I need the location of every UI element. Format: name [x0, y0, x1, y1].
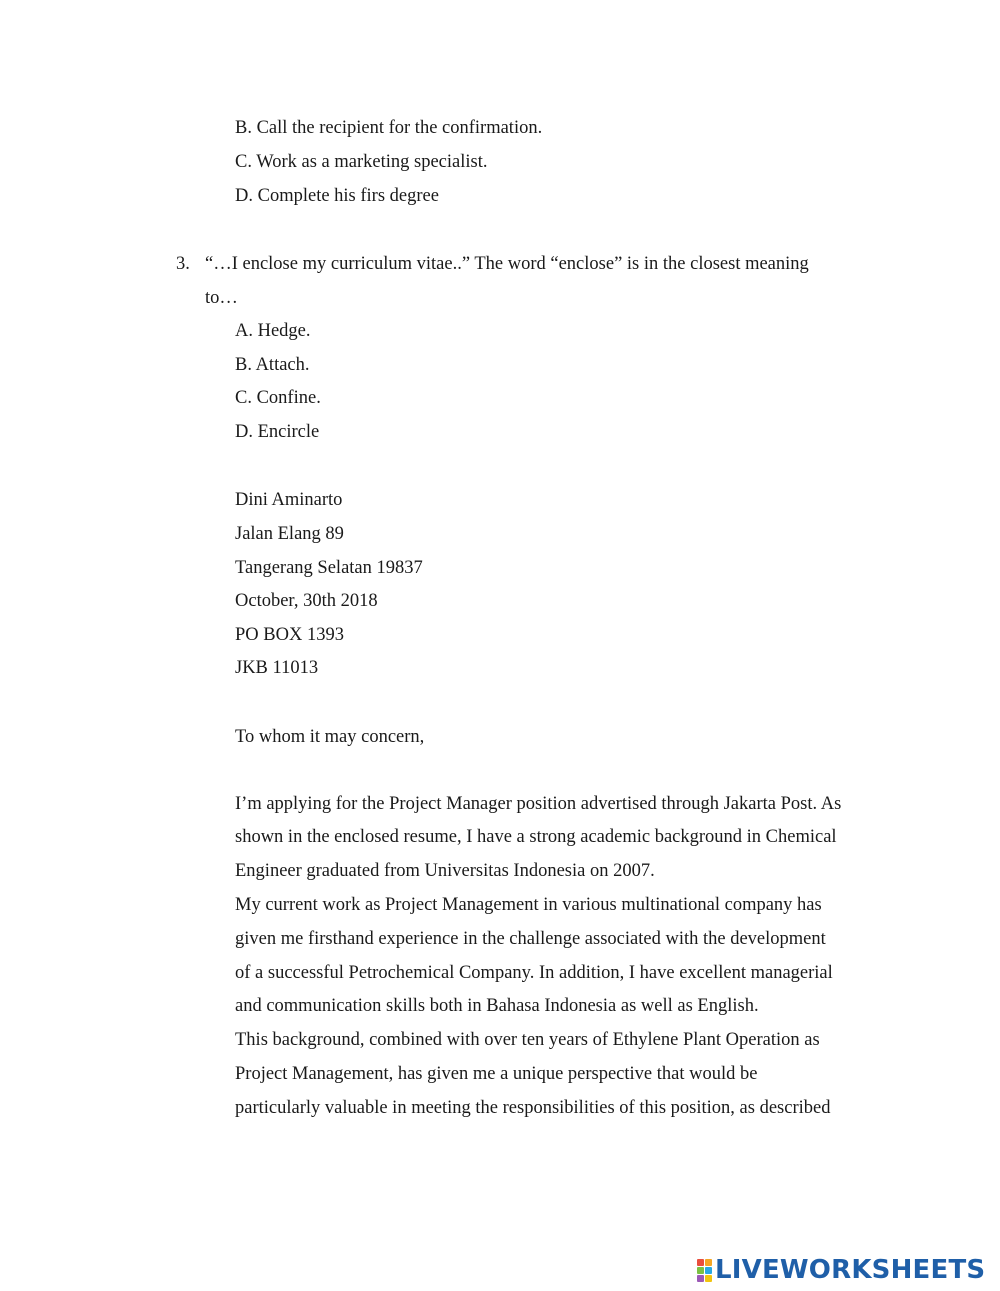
q3-stem-line1: “…I enclose my curriculum vitae..” The word “enclose” is in the closest meaning — [205, 254, 809, 274]
letter-body-line: This background, combined with over ten years of Ethylene Plant Operation as — [235, 1030, 820, 1050]
logo-blocks-icon — [697, 1259, 712, 1282]
letter-body-line: Engineer graduated from Universitas Indonesia on 2007. — [235, 861, 655, 881]
q2-option-b: B. Call the recipient for the confirmation. — [235, 118, 543, 138]
q3-number: 3. — [176, 254, 190, 274]
letter-body-line: of a successful Petrochemical Company. In addition, I have excellent managerial — [235, 963, 833, 983]
letter-body-line: and communication skills both in Bahasa Indonesia as well as English. — [235, 996, 759, 1016]
letter-sender-city: Tangerang Selatan 19837 — [235, 558, 423, 578]
letter-body-line: My current work as Project Management in various multinational company has — [235, 895, 822, 915]
letter-postal-code: JKB 11013 — [235, 658, 319, 678]
logo-wordmark: LIVEWORKSHEETS — [715, 1255, 986, 1285]
letter-body-line: shown in the enclosed resume, I have a strong academic background in Chemical — [235, 827, 837, 847]
q3-option-d: D. Encircle — [235, 422, 320, 442]
letter-body-line: particularly valuable in meeting the responsibilities of this position, as described — [235, 1098, 831, 1118]
q3-option-b: B. Attach. — [235, 355, 310, 375]
q2-option-c: C. Work as a marketing specialist. — [235, 152, 488, 172]
letter-body-line: Project Management, has given me a unique perspective that would be — [235, 1064, 758, 1084]
q3-option-c: C. Confine. — [235, 388, 321, 408]
letter-body-line: I’m applying for the Project Manager position advertised through Jakarta Post. As — [235, 794, 842, 814]
q3-stem-line2: to… — [205, 288, 238, 308]
q3-option-a: A. Hedge. — [235, 321, 311, 341]
letter-sender-street: Jalan Elang 89 — [235, 524, 344, 544]
q2-option-d: D. Complete his firs degree — [235, 186, 439, 206]
letter-salutation: To whom it may concern, — [235, 727, 425, 747]
letter-body-line: given me firsthand experience in the challenge associated with the development — [235, 929, 826, 949]
letter-po-box: PO BOX 1393 — [235, 625, 344, 645]
letter-sender-name: Dini Aminarto — [235, 490, 343, 510]
letter-date: October, 30th 2018 — [235, 591, 378, 611]
liveworksheets-logo — [697, 1255, 985, 1285]
